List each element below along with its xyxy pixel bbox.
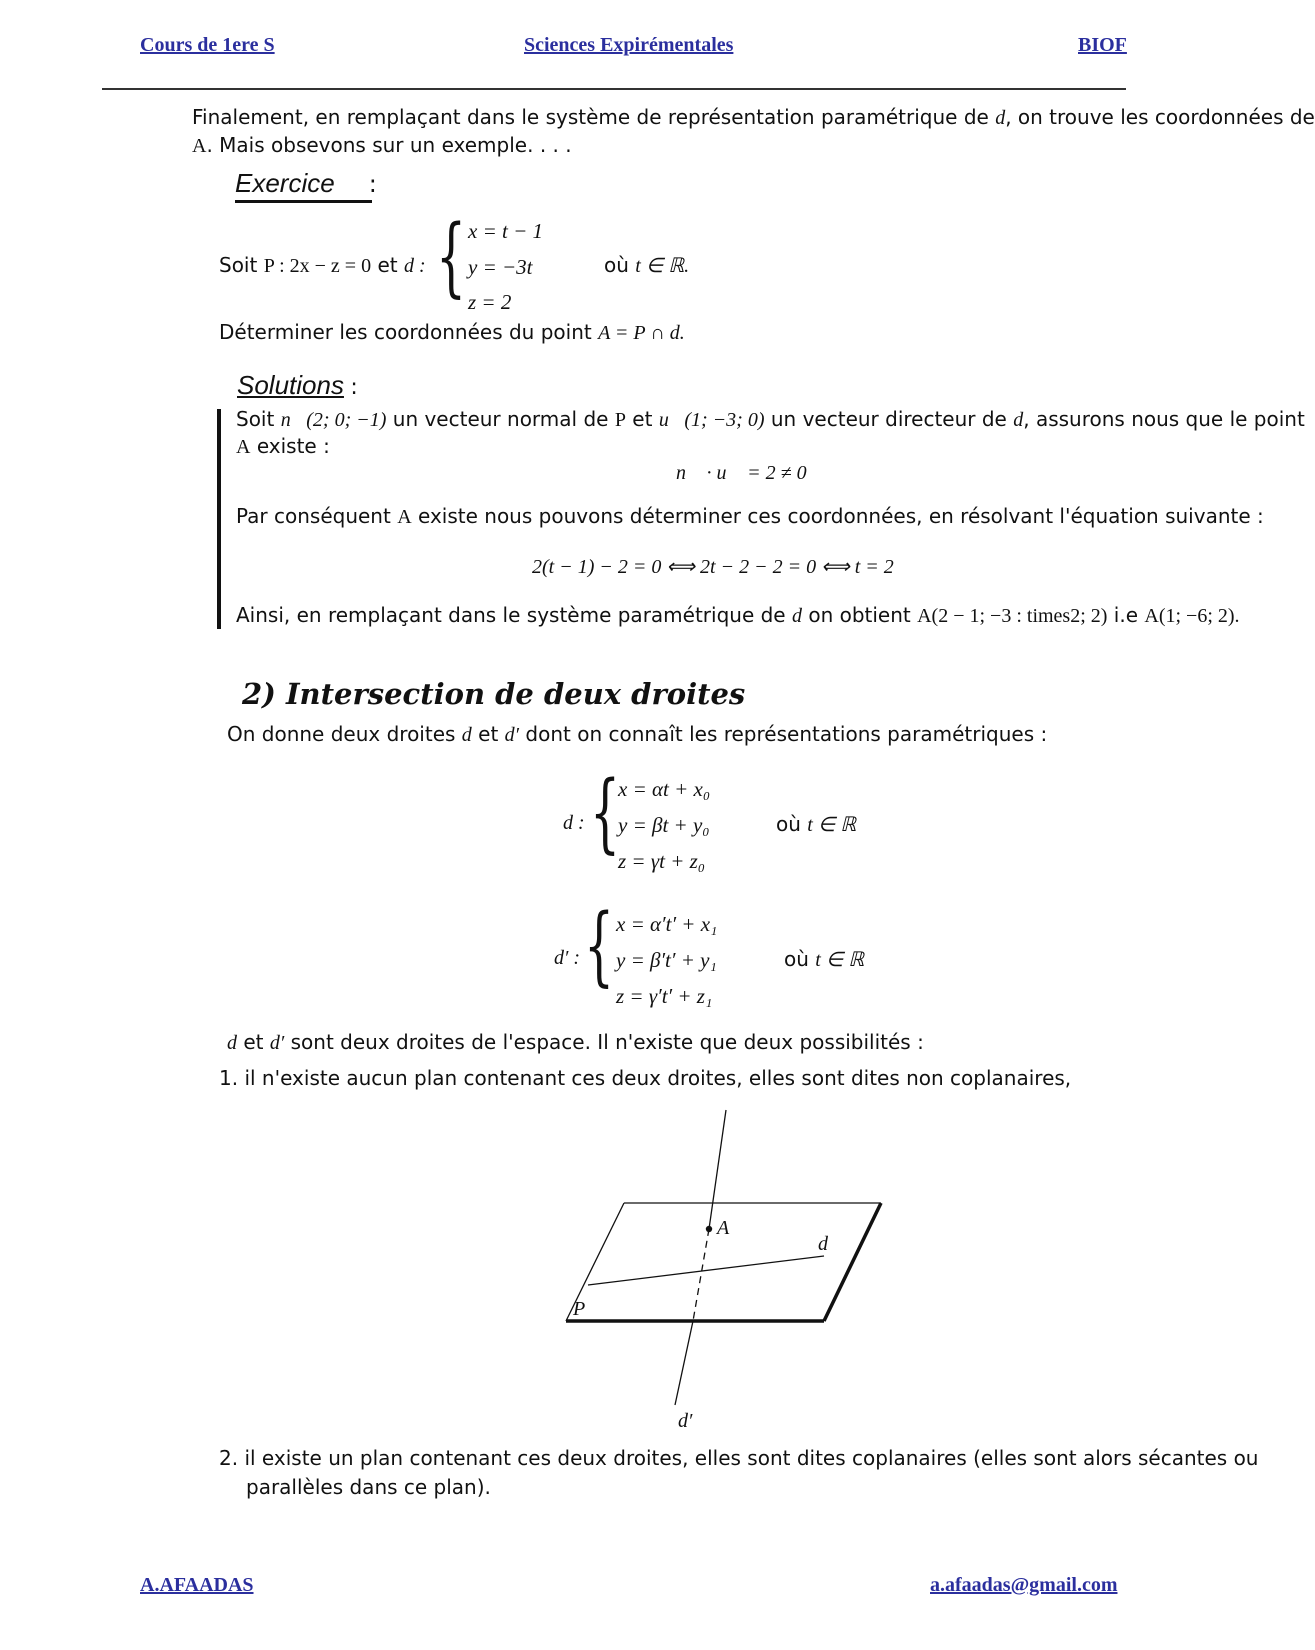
solutions-line-2: A existe : bbox=[236, 434, 330, 458]
list-item-2: 2. il existe un plan contenant ces deux droites, elles sont dites coplanaires (elles sont alors sécantes ou bbox=[219, 1446, 1259, 1470]
possibilities-line: d et d′ sont deux droites de l'espace. Il n'existe que deux possibilités : bbox=[227, 1030, 924, 1054]
figure-label-P: P bbox=[573, 1298, 586, 1320]
line-dprime-lower bbox=[675, 1321, 693, 1405]
system2-brace: { bbox=[584, 896, 615, 996]
list-item-2-cont: parallèles dans ce plan). bbox=[246, 1475, 491, 1499]
system2-eq-3: z = γ′t′ + z₁ bbox=[616, 984, 713, 1008]
planes-figure bbox=[560, 1105, 920, 1435]
figure-label-d: d bbox=[818, 1233, 828, 1255]
exercise-eq-3: z = 2 bbox=[468, 290, 512, 314]
figure-label-dprime: d′ bbox=[678, 1410, 693, 1432]
system1-label: d : bbox=[563, 812, 585, 834]
line-d bbox=[588, 1256, 824, 1285]
system1-eq-1: x = αt + x₀ bbox=[618, 777, 711, 801]
system1-brace: { bbox=[590, 763, 621, 863]
intro-line-2: A. Mais obsevons sur un exemple. . . . bbox=[192, 133, 572, 157]
exercise-domain: où t ∈ ℝ. bbox=[604, 253, 690, 277]
system2-eq-1: x = α′t′ + x₁ bbox=[616, 912, 718, 936]
solutions-title: Solutions : bbox=[237, 370, 358, 400]
footer-email-link[interactable]: a.afaadas@gmail.com bbox=[930, 1574, 1118, 1596]
footer-left: A.AFAADAS bbox=[140, 1574, 254, 1596]
exercise-statement: Soit P : 2x − z = 0 et d : bbox=[219, 253, 426, 277]
solutions-line-1: Soit n⃗(2; 0; −1) un vecteur normal de P et u⃗(1; −3; 0) un vecteur directeur de d, assurons nous que le point bbox=[236, 407, 1305, 431]
system2-eq-2: y = β′t′ + y₁ bbox=[616, 948, 717, 972]
line-dprime-upper bbox=[709, 1110, 726, 1229]
list-item-1: 1. il n'existe aucun plan contenant ces deux droites, elles sont dites non coplanaires, bbox=[219, 1066, 1072, 1090]
system2-label: d′ : bbox=[554, 947, 581, 969]
solutions-bar bbox=[217, 409, 221, 629]
point-A bbox=[706, 1226, 712, 1232]
exercise-eq-2: y = −3t bbox=[468, 255, 533, 279]
solutions-line-3: Par conséquent A existe nous pouvons déterminer ces coordonnées, en résolvant l'équation suivante : bbox=[236, 504, 1264, 528]
intro-line-1: Finalement, en remplaçant dans le système de représentation paramétrique de d, on trouve les coordonnées de bbox=[192, 105, 1315, 129]
section-intro: On donne deux droites d et d′ dont on connaît les représentations paramétriques : bbox=[227, 722, 1048, 746]
figure-label-A: A bbox=[717, 1217, 730, 1239]
plane-edge-right bbox=[824, 1203, 881, 1321]
solutions-dot-product: n⃗ · u⃗ = 2 ≠ 0 bbox=[676, 462, 807, 484]
exercise-title: Exercice : bbox=[235, 168, 377, 198]
exercise-brace: { bbox=[436, 207, 467, 307]
header-center: Sciences Expirémentales bbox=[524, 34, 734, 56]
header-right: BIOF bbox=[1078, 34, 1127, 56]
solutions-equation: 2(t − 1) − 2 = 0 ⟺ 2t − 2 − 2 = 0 ⟺ t = 2 bbox=[532, 556, 894, 578]
header-left: Cours de 1ere S bbox=[140, 34, 275, 56]
system2-domain: où t ∈ ℝ bbox=[784, 947, 865, 971]
exercise-eq-1: x = t − 1 bbox=[468, 219, 543, 243]
line-dprime-hidden bbox=[693, 1229, 709, 1321]
system1-eq-3: z = γt + z₀ bbox=[618, 849, 706, 873]
system1-domain: où t ∈ ℝ bbox=[776, 812, 857, 836]
section-title: 2) Intersection de deux droites bbox=[242, 677, 746, 711]
exercise-underline bbox=[235, 200, 372, 203]
solutions-line-4: Ainsi, en remplaçant dans le système paramétrique de d on obtient A(2 − 1; −3 : times2; 2) i.e A(1; −6; 2). bbox=[236, 603, 1240, 627]
system1-eq-2: y = βt + y₀ bbox=[618, 813, 710, 837]
exercise-question: Déterminer les coordonnées du point A = P ∩ d. bbox=[219, 320, 685, 344]
header-rule bbox=[102, 88, 1126, 90]
